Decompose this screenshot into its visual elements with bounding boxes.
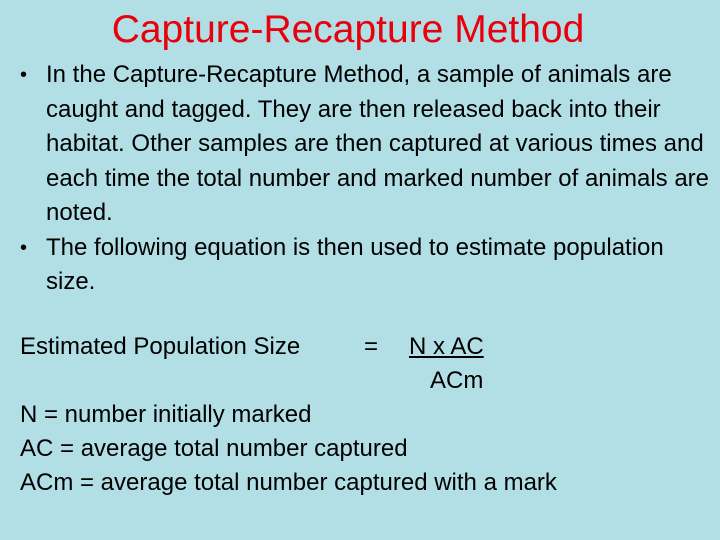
bullet-item [18,58,718,231]
bullet-item [18,231,718,300]
bullet-text: In the Capture-Recapture Method, a sample of animals are caught and tagged. They are then released back into their habitat. Other samples are then captured at various times and each time the total number and marked number of animals are noted. [46,61,710,226]
equation-equals: = [364,333,379,360]
bullet-list [18,58,718,300]
definition-n: N = number initially marked [20,401,312,428]
bullet-dot-icon: • [20,64,28,86]
bullet-text: The following equation is then used to estimate population size. [46,233,664,295]
equation-numerator: N x AC [409,333,484,360]
equation-denominator: ACm [430,367,484,394]
definition-ac: AC = average total number captured [20,435,408,462]
definitions-list [20,398,557,500]
equation-label: Estimated Population Size [20,333,301,360]
slide-title: Capture-Recapture Method [111,8,585,51]
definition-acm: ACm = average total number captured with a mark [20,469,557,496]
bullet-dot-icon: • [20,236,28,259]
